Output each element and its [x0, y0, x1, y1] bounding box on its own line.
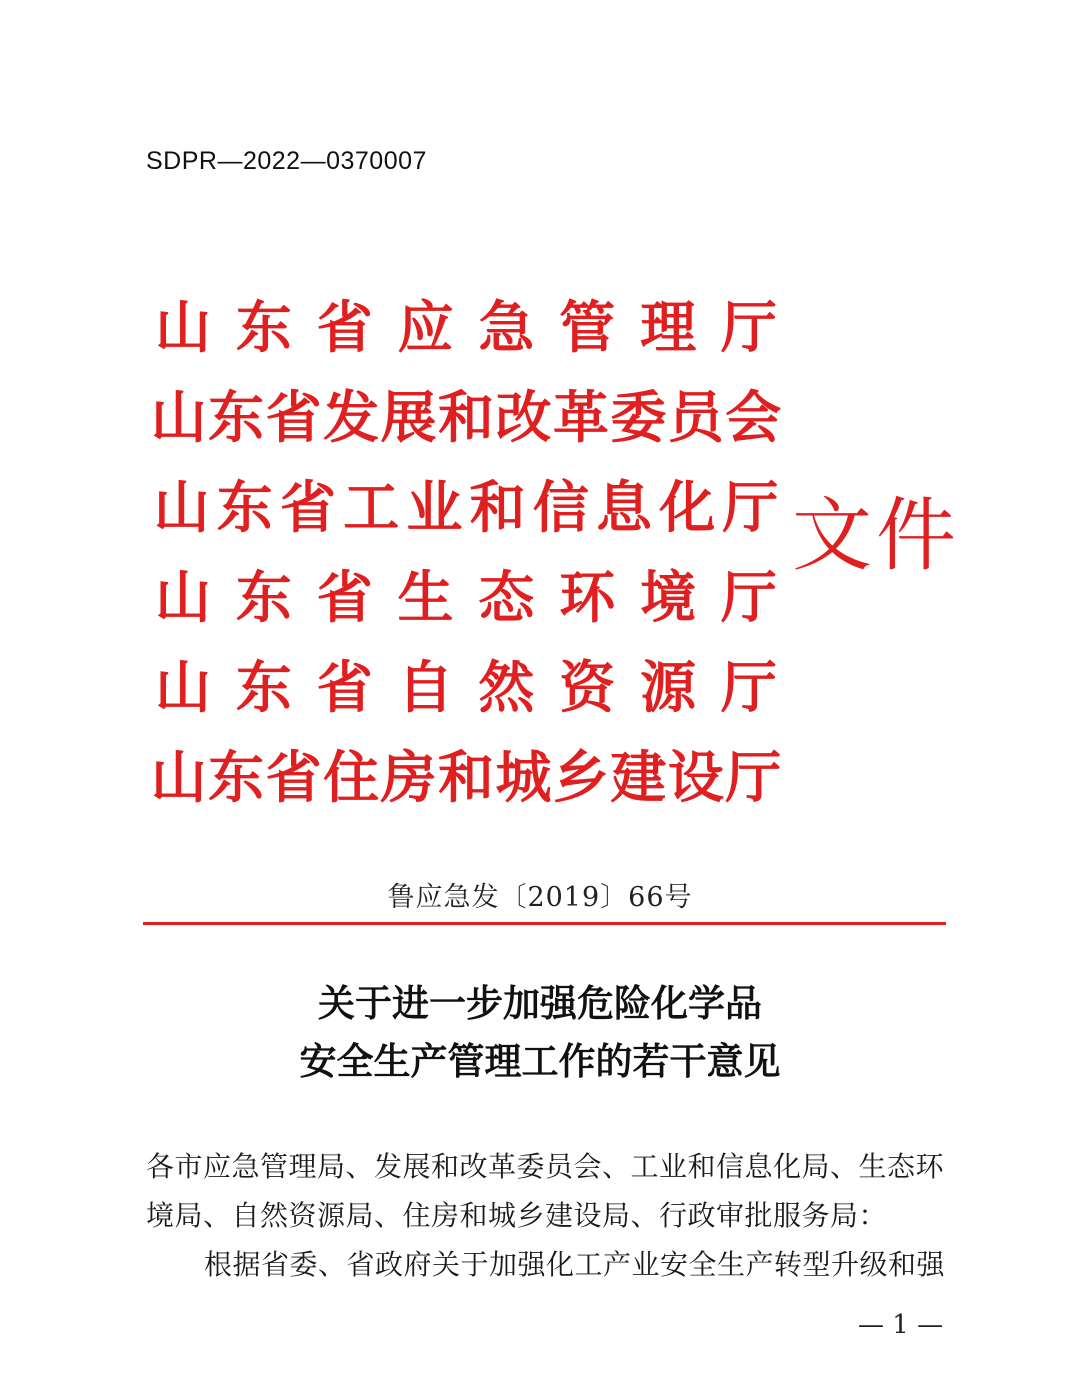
- issuer-char: 山: [153, 476, 210, 541]
- issuer-block: [150, 284, 790, 824]
- page-number: — 1 —: [858, 1310, 944, 1340]
- issuer-char: 城: [495, 746, 552, 811]
- paragraph-line: 根据省委、省政府关于加强化工产业安全生产转型升级和强: [204, 1248, 946, 1281]
- issuer-char: 山: [155, 656, 211, 721]
- issuer-char: 然: [478, 656, 535, 721]
- issuer-char: 省: [265, 386, 322, 451]
- issuer-line: [150, 644, 782, 734]
- issuer-char: 理: [640, 296, 697, 361]
- document-body: [146, 1142, 946, 1289]
- red-divider: [143, 922, 946, 925]
- title-line: 安全生产管理工作的若干意见: [299, 1040, 781, 1083]
- issuer-char: 乡: [552, 746, 609, 811]
- issuer-char: 和: [469, 476, 526, 541]
- issuer-char: 息: [596, 476, 653, 541]
- issuer-char: 设: [667, 746, 724, 811]
- issuer-char: 急: [478, 296, 535, 361]
- issuer-char: 态: [478, 566, 535, 631]
- issuer-char: 信: [532, 476, 589, 541]
- issuer-char: 厅: [720, 656, 777, 721]
- issuer-char: 东: [216, 476, 273, 541]
- issuer-char: 东: [235, 656, 292, 721]
- issuer-char: 省: [265, 746, 322, 811]
- issuer-line: [150, 374, 782, 464]
- issuer-char: 住: [323, 746, 380, 811]
- issuer-char: 源: [640, 656, 697, 721]
- document-code: SDPR—2022—0370007: [146, 147, 427, 175]
- issuer-char: 自: [397, 656, 454, 721]
- issuer-char: 厅: [725, 746, 782, 811]
- issuer-char: 改: [495, 386, 552, 451]
- issuer-char: 展: [380, 386, 437, 451]
- issuer-char: 山: [150, 386, 207, 451]
- issuer-char: 管: [559, 296, 616, 361]
- issuer-char: 厅: [722, 476, 779, 541]
- issuer-char: 东: [235, 296, 292, 361]
- issuer-char: 业: [406, 476, 463, 541]
- issuer-line: [150, 734, 782, 824]
- issuer-char: 委: [610, 386, 667, 451]
- document-title: [0, 975, 1080, 1091]
- issuer-char: 资: [559, 656, 616, 721]
- issuer-char: 会: [725, 386, 782, 451]
- issuer-char: 房: [380, 746, 437, 811]
- issuer-char: 建: [610, 746, 667, 811]
- issuer-char: 省: [280, 476, 336, 541]
- issuer-line: [150, 464, 782, 554]
- issuer-char: 生: [397, 566, 454, 631]
- issuer-char: 革: [552, 386, 609, 451]
- issuer-char: 省: [316, 656, 373, 721]
- issuer-suffix: 文件: [792, 489, 960, 582]
- issuer-line: [150, 284, 782, 374]
- issuer-char: 和: [437, 746, 494, 811]
- issuer-char: 员: [667, 386, 724, 451]
- title-line: 关于进一步加强危险化学品: [318, 982, 762, 1025]
- issuer-char: 东: [235, 566, 292, 631]
- issuer-char: 东: [208, 746, 265, 811]
- issuer-char: 东: [208, 386, 265, 451]
- issuer-char: 省: [316, 296, 373, 361]
- issuer-char: 山: [150, 746, 207, 811]
- issuer-line: [150, 554, 782, 644]
- issuer-char: 省: [316, 566, 373, 631]
- issuer-char: 应: [397, 296, 454, 361]
- issuer-char: 环: [559, 566, 616, 631]
- issuer-char: 工: [343, 476, 400, 541]
- issuer-char: 发: [323, 386, 380, 451]
- issuer-char: 厅: [720, 566, 777, 631]
- document-number: 鲁应急发〔2019〕66号: [387, 882, 693, 913]
- recipients-line: 境局、自然资源局、住房和城乡建设局、行政审批服务局：: [146, 1199, 888, 1232]
- issuer-char: 山: [155, 296, 211, 361]
- recipients-line: 各市应急管理局、发展和改革委员会、工业和信息化局、生态环: [146, 1150, 945, 1183]
- issuer-char: 厅: [720, 296, 777, 361]
- issuer-char: 化: [659, 476, 716, 541]
- issuer-char: 山: [155, 566, 211, 631]
- issuer-char: 境: [640, 566, 697, 631]
- issuer-char: 和: [437, 386, 494, 451]
